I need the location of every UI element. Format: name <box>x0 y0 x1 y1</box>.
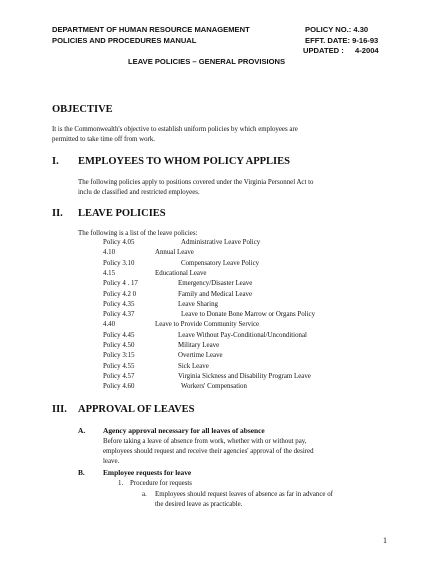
item-1-text: Procedure for requests <box>130 480 192 487</box>
policy-name-5: Emergency/Disaster Leave <box>178 280 253 288</box>
policy-number-15: Policy 4.60 <box>103 383 135 391</box>
policy-number-14: Policy 4.57 <box>103 372 135 380</box>
section-1-number: I. <box>52 156 59 167</box>
policy-number-7: Policy 4.35 <box>103 300 135 308</box>
manual-name: POLICIES AND PROCEDURES MANUAL <box>52 36 197 45</box>
policy-number-5: Policy 4 . 17 <box>103 280 138 288</box>
item-a-line-1: Employees should request leaves of absence as far in advance of <box>155 491 333 498</box>
objective-heading: OBJECTIVE <box>52 104 113 115</box>
policy-name-1: Administrative Leave Policy <box>181 239 261 246</box>
policy-number-4: 4.15 <box>103 269 116 277</box>
subsection-b-heading: Employee requests for leave <box>103 468 192 477</box>
policy-number-3: Policy 3.10 <box>103 259 135 267</box>
policy-list-intro: The following is a list of the leave policies: <box>78 230 198 237</box>
policy-name-12: Overtime Leave <box>178 352 223 360</box>
item-a-letter: a. <box>142 491 147 498</box>
effective-date: EFFT. DATE: 9-16-93 <box>305 36 379 45</box>
objective-line-1: It is the Commonwealth's objective to establish uniform policies by which employees are <box>52 126 298 133</box>
subsection-b-label: B. <box>78 468 85 477</box>
subsection-a-heading: Agency approval necessary for all leaves of absence <box>103 426 265 435</box>
section-1-line-1: The following policies apply to positions covered under the Virginia Personnel Act to <box>78 179 314 186</box>
policy-number-13: Policy 4.55 <box>103 362 135 370</box>
policy-name-3: Compensatory Leave Policy <box>181 259 260 267</box>
section-3-number: III. <box>52 404 67 415</box>
policy-number-10: Policy 4.45 <box>103 331 135 339</box>
policy-name-9: Leave to Provide Community Service <box>155 321 260 329</box>
policy-number-1: Policy 4.05 <box>103 239 135 246</box>
policy-number-9: 4.40 <box>103 321 116 329</box>
policy-name-2: Annual Leave <box>155 249 194 257</box>
subsection-a-line-3: leave. <box>103 458 120 465</box>
subsection-a-label: A. <box>78 426 86 435</box>
policy-number-12: Policy 3:15 <box>103 352 135 360</box>
policy-name-11: Military Leave <box>178 342 220 349</box>
policy-name-8: Leave to Donate Bone Marrow or Organs Policy <box>181 311 316 319</box>
department-name: DEPARTMENT OF HUMAN RESOURCE MANAGEMENT <box>52 25 250 34</box>
policy-name-13: Sick Leave <box>178 362 209 370</box>
subsection-a-line-2: employees should request and receive their agencies' approval of the desired <box>103 448 314 455</box>
section-1-line-2: inclu de classified and restricted employees. <box>78 189 200 196</box>
policy-number: POLICY NO.: 4.30 <box>305 25 369 34</box>
policy-number-8: Policy 4.37 <box>103 311 135 319</box>
policy-number-2: 4.10 <box>103 249 116 257</box>
updated-value: 4-2004 <box>355 46 379 55</box>
section-3-heading: APPROVAL OF LEAVES <box>78 404 195 415</box>
item-1-number: 1. <box>118 480 124 487</box>
updated-label: UPDATED : <box>303 46 344 55</box>
policy-name-10: Leave Without Pay-Conditional/Unconditional <box>178 331 307 339</box>
policy-number-6: Policy 4.2 0 <box>103 290 137 298</box>
subsection-a-line-1: Before taking a leave of absence from work, whether with or without pay, <box>103 438 307 445</box>
section-1-heading: EMPLOYEES TO WHOM POLICY APPLIES <box>78 156 290 167</box>
policy-name-14: Virginia Sickness and Disability Program Leave <box>178 372 311 380</box>
objective-line-2: permitted to take time off from work. <box>52 136 156 143</box>
page-number: 1 <box>383 536 387 545</box>
section-2-number: II. <box>52 208 63 219</box>
section-2-heading: LEAVE POLICIES <box>78 208 166 219</box>
policy-name-6: Family and Medical Leave <box>178 290 253 298</box>
page-title: LEAVE POLICIES – GENERAL PROVISIONS <box>128 57 286 66</box>
policy-name-4: Educational Leave <box>155 269 207 277</box>
policy-name-15: Workers' Compensation <box>181 383 247 391</box>
item-a-line-2: the desired leave as practicable. <box>155 501 243 508</box>
policy-name-7: Leave Sharing <box>178 300 218 308</box>
policy-number-11: Policy 4.50 <box>103 342 135 349</box>
